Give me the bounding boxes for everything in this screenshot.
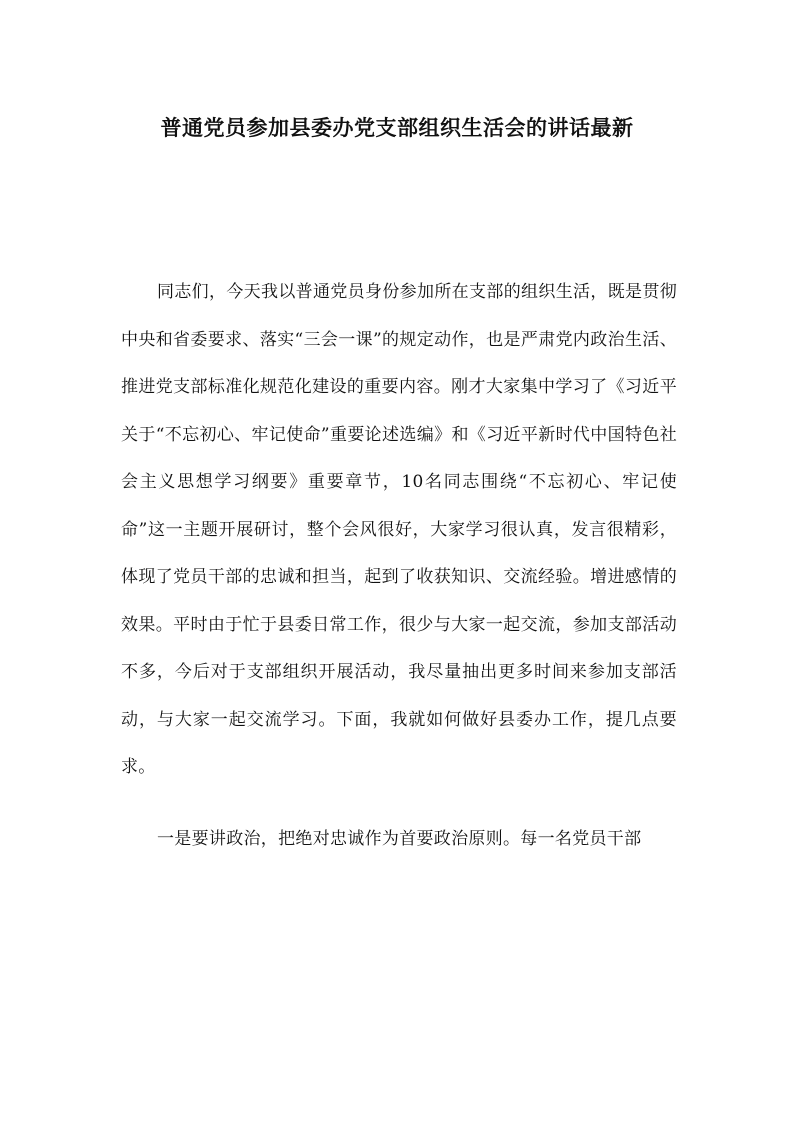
document-body xyxy=(121,269,677,863)
document-title: 普通党员参加县委办党支部组织生活会的讲话最新 xyxy=(160,116,634,140)
paragraph-point-one: 一是要讲政治，把绝对忠诚作为首要政治原则。每一名党员干部 xyxy=(157,828,642,849)
paragraph-opening: 同志们，今天我以普通党员身份参加所在支部的组织生活，既是贯彻中央和省委要求、落实“三会一课”的规定动作，也是严肃党内政治生活、推进党支部标准化规范化建设的重要内容。刚才大家集中学习了《习近平关于“不忘初心、牢记使命”重要论述选编》和《习近平新时代中国特色社会主义思想学习纲要》重要章节，10名同志围绕“不忘初心、牢记使命”这一主题开展研讨，整个会风很好，大家学习很认真，发言很精彩，体现了党员干部的忠诚和担当，起到了收获知识、交流经验。增进感情的效果。平时由于忙于县委日常工作，很少与大家一起交流，参加支部活动不多，今后对于支部组织开展活动，我尽量抽出更多时间来参加支部活动，与大家一起交流学习。下面，我就如何做好县委办工作，提几点要求。 xyxy=(121,282,677,777)
